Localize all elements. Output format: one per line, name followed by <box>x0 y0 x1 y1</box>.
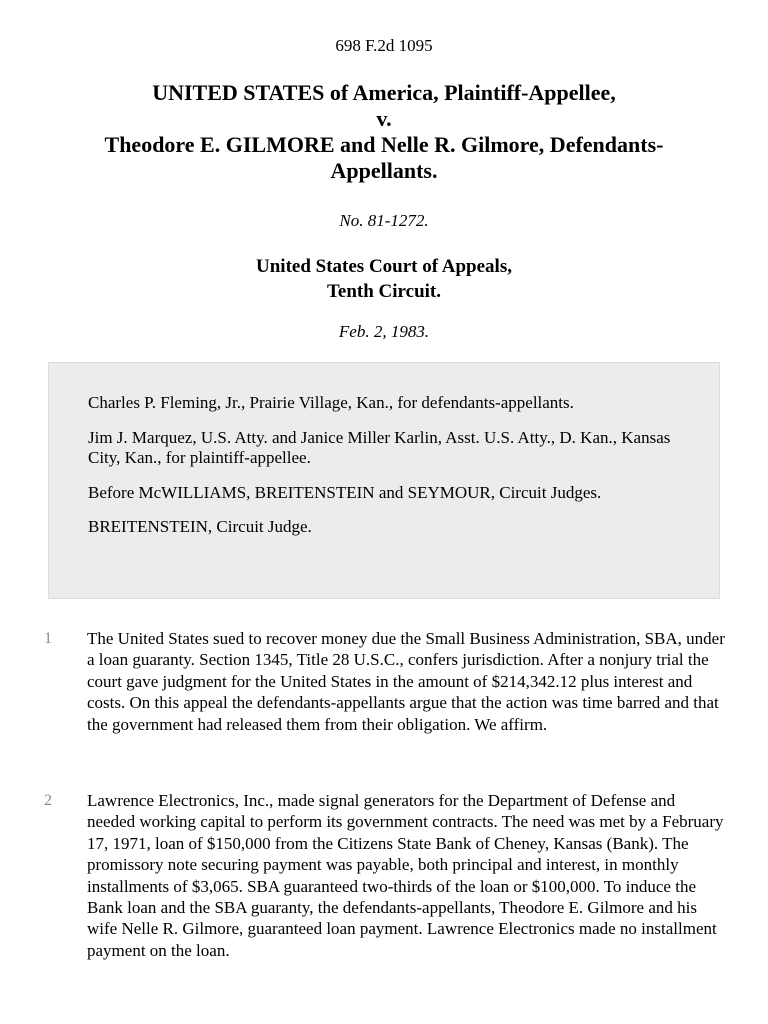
paragraph-text: Lawrence Electronics, Inc., made signal generators for the Department of Defense and needed working capital to perform its government contracts. The need was met by a February 17, 1971, loan of $150,000 from the Citizens State Bank of Cheney, Kansas (Bank). The promissory note securing payment was payable, both principal and interest, in monthly installments of $3,065. SBA guaranteed two-thirds of the loan or $100,000. To induce the Bank loan and the SBA guaranty, the defendants-appellants, Theodore E. Gilmore and his wife Nelle R. Gilmore, guaranteed loan payment. Lawrence Electronics made no installment payment on the loan. <box>87 791 724 960</box>
opinion-author: BREITENSTEIN, Circuit Judge. <box>88 517 312 536</box>
counsel-appellee: Jim J. Marquez, U.S. Atty. and Janice Miller Karlin, Asst. U.S. Atty., D. Kan., Kansas City, Kan., for plaintiff-appellee. <box>88 427 671 467</box>
judges-panel: Before McWILLIAMS, BREITENSTEIN and SEYMOUR, Circuit Judges. <box>88 482 602 502</box>
case-citation: 698 F.2d 1095 <box>335 36 433 55</box>
plaintiff-line: UNITED STATES of America, Plaintiff-Appellee, <box>152 80 616 105</box>
court-circuit: Tenth Circuit. <box>326 281 442 302</box>
paragraph-text: The United States sued to recover money due the Small Business Administration, SBA, under a loan guaranty. Section 1345, Title 28 U.S.C., confers jurisdiction. After a nonjury trial the court gave judgment for the United States in the amount of $214,342.12 plus interest and costs. On this appeal the defendants-appellants argue that the action was time barred and that the government had released them from their obligation. We affirm. <box>87 629 725 734</box>
counsel-panel <box>48 362 720 599</box>
docket-number: No. 81-1272. <box>339 211 429 230</box>
court-name <box>0 254 768 304</box>
case-caption <box>40 80 728 184</box>
defendants-line-2: Appellants. <box>330 158 438 183</box>
versus-line: v. <box>376 106 392 131</box>
paragraph-number: 1 <box>44 630 52 647</box>
paragraph-number: 2 <box>44 792 52 809</box>
decision-date: Feb. 2, 1983. <box>338 322 430 341</box>
court-title: United States Court of Appeals, <box>256 256 512 277</box>
counsel-appellants: Charles P. Fleming, Jr., Prairie Village, Kan., for defendants-appellants. <box>88 393 574 412</box>
defendants-line-1: Theodore E. GILMORE and Nelle R. Gilmore, Defendants- <box>104 132 664 157</box>
